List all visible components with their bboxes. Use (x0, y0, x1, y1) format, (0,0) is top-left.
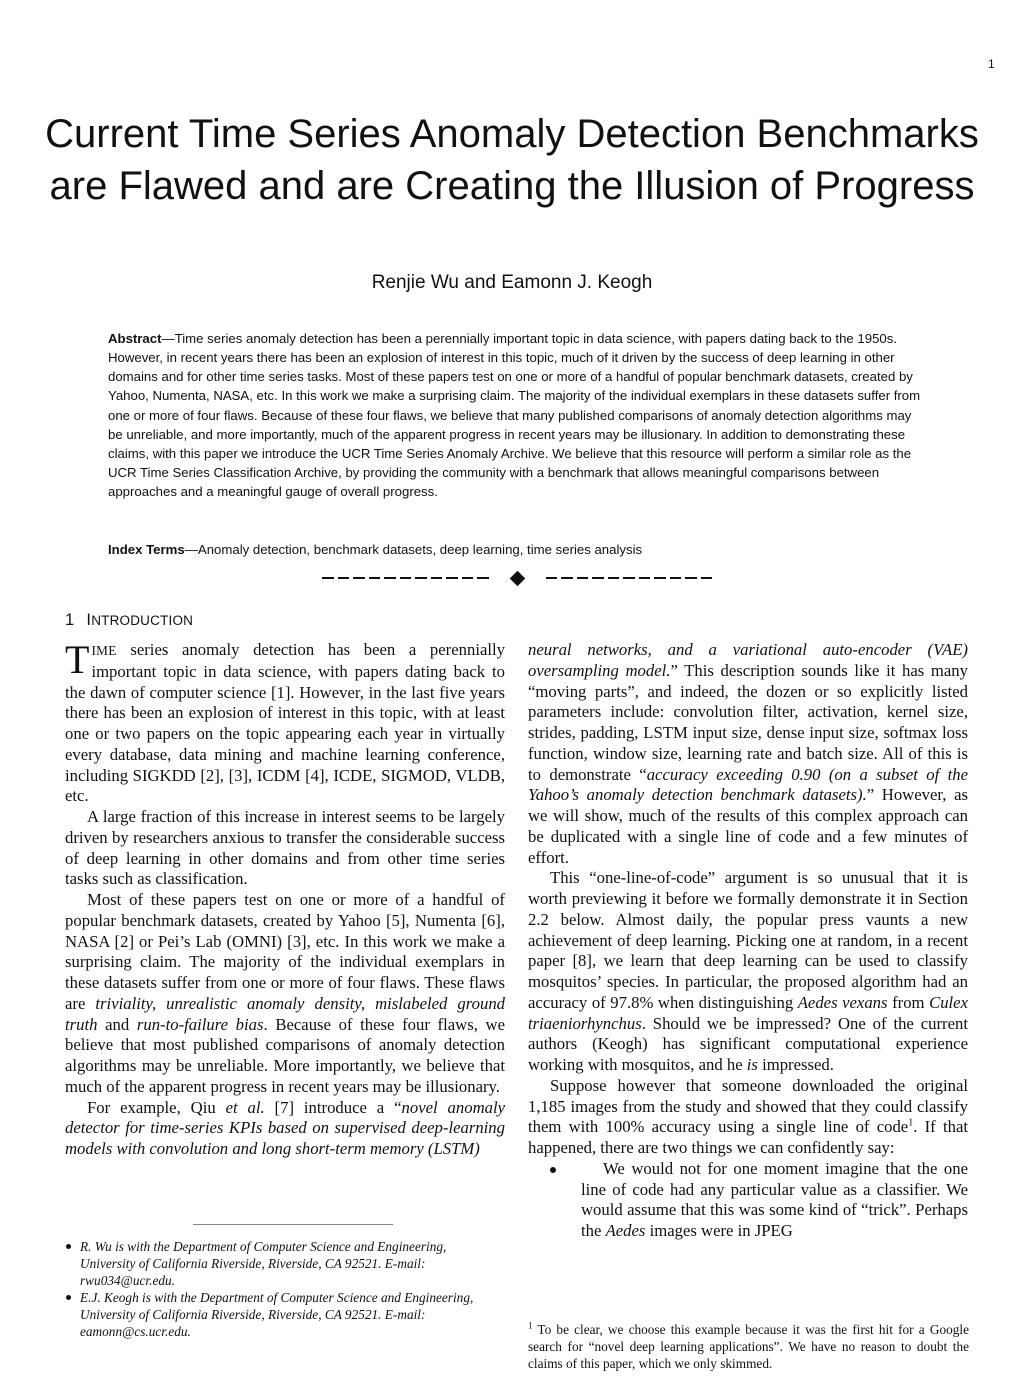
paragraph-text: series anomaly detection has been a perennially important topic in data science, with papers dating back to the dawn of computer science [1]. However, in the last five years there has been an explosion of interest in this topic, with at least one or two papers on the topic appearing each year in virtually every database, data mining and machine learning conference, including SIGKDD [2], [3], ICDM [4], ICDE, SIGMOD, VLDB, etc. (65, 640, 505, 806)
divider-diamond-icon (509, 570, 525, 586)
emphasis-text: triviality, unrealistic anomaly density, mislabeled ground truth (65, 993, 506, 1034)
affiliation-text: E.J. Keogh is with the Department of Computer Science and Engineering, University of California Riverside, Riverside, CA 92521. E-mail: eamonn@cs.ucr.edu. (80, 1290, 474, 1339)
paragraph-text: and (97, 1014, 137, 1034)
footnote-marker: 1 (908, 1117, 914, 1129)
section-title-rest: NTRODUCTION (91, 613, 194, 628)
divider-dashes-right (546, 577, 713, 579)
affiliation-item (65, 1238, 505, 1289)
paragraph-text: ” However, as we will show, much of the results of this complex approach can be duplicated with a single line of code and a few minutes of effort. (528, 785, 968, 867)
paragraph (65, 890, 505, 1098)
bullet-icon (66, 1244, 71, 1249)
author-affiliations (65, 1238, 505, 1340)
paragraph (65, 637, 505, 807)
emphasis-text: et al. (225, 1097, 265, 1117)
affiliation-item (65, 1289, 505, 1340)
footnote (528, 1321, 969, 1372)
index-terms (108, 540, 928, 559)
footnote-number: 1 (528, 1320, 533, 1331)
paragraph-text: . Should we be impressed? One of the current authors (Keogh) has significant computational experience working with mosquitos, and he (528, 1013, 968, 1074)
abstract-text: —Time series anomaly detection has been a perennially important topic in data science, with papers dating back to the 1950s. However, in recent years there has been an explosion of interest in this topic, much of it driven by the success of deep learning in other domains and for other time series tasks. Most of these papers test on one or more of a handful of popular benchmark datasets, created by Yahoo, Numenta, NASA, etc. In this work we make a surprising claim. The majority of the individual exemplars in these datasets suffer from one or more of four flaws. Because of these four flaws, we believe that many published comparisons of anomaly detection algorithms may be unreliable, and more importantly, much of the apparent progress in recent years may be illusionary. In addition to demonstrating these claims, with this paper we introduce the UCR Time Series Anomaly Archive. We believe that this resource will perform a similar role as the UCR Time Series Classification Archive, by providing the community with a benchmark that allows meaningful comparisons between approaches and a meaningful gauge of overall progress. (108, 331, 921, 500)
paragraph-text: from (887, 992, 930, 1012)
paragraph-text: ” This description sounds like it has many “moving parts”, and indeed, the dozen or so explicitly listed parameters include: convolution filter, activation, kernel size, strides, padding, LSTM input size, dense input size, softmax loss function, window size, learning rate and batch size. All of this is to demonstrate “ (528, 660, 968, 784)
paragraph (528, 640, 968, 868)
left-column (65, 637, 506, 1160)
index-terms-label: Index Terms (108, 542, 185, 557)
paragraph (528, 1076, 968, 1159)
affiliation-text: R. Wu is with the Department of Computer Science and Engineering, University of California Riverside, Riverside, CA 92521. E-mail: rwu034@ucr.edu. (80, 1239, 447, 1288)
section-number: 1 (65, 611, 75, 629)
paragraph-text: . Because of these four flaws, we believe that most published comparisons of anomaly detection algorithms may be unreliable. More importantly, we believe that much of the apparent progress in recent years may be illusionary. (65, 1014, 505, 1096)
paragraph: A large fraction of this increase in interest seems to be largely driven by researchers anxious to transfer the considerable success of deep learning in other domains and from other time series tasks such as classification. (65, 807, 505, 889)
section-heading (65, 611, 193, 630)
footnote-text: To be clear, we choose this example because it was the first hit for a Google search for “novel deep learning applications”. We have no reason to doubt the claims of this paper, which we only skimmed. (528, 1322, 969, 1371)
paragraph-text: impressed. (757, 1055, 834, 1074)
species-name: Aedes (605, 1221, 646, 1240)
paragraph-text: This “one-line-of-code” argument is so unusual that it is worth previewing it before we formally demonstrate it in Section 2.2 below. Almost daily, the popular press vaunts a new achievement of deep learning. Picking one at random, in a recent paper [8], we learn that deep learning can be used to classify mosquitos’ species. In particular, the proposed algorithm had an accuracy of 97.8% when distinguishing (528, 868, 968, 1012)
authors: Renjie Wu and Eamonn J. Keogh (371, 272, 653, 293)
section-title-initial: I (86, 611, 92, 629)
emphasis-text: is (746, 1055, 758, 1074)
divider-dashes-left (322, 577, 489, 579)
paragraph-text: Most of these papers test on one or more of a handful of popular benchmark datasets, created by Yahoo [5], Numenta [6], NASA [2] or Pei’s Lab (OMNI) [3], etc. In this work we make a surprising claim. The majority of the individual exemplars in these datasets suffer from one or more of four flaws. These flaws are (65, 890, 505, 1013)
paragraph-text: For example, Qiu (87, 1097, 226, 1117)
quoted-text: accuracy exceeding 0.90 (on a subset of the Yahoo’s anomaly detection benchmark datasets). (528, 764, 968, 805)
footnote-rule (193, 1224, 393, 1225)
paragraph-text: . If that happened, there are two things we can confidently say: (528, 1117, 968, 1157)
bullet-item (528, 1159, 968, 1242)
quoted-text: novel anomaly detector for time-series KPIs based on supervised deep-learning models with convolution and long short-term memory (LSTM) (65, 1097, 506, 1158)
abstract (108, 329, 928, 501)
section-divider (322, 567, 712, 589)
index-terms-text: —Anomaly detection, benchmark datasets, deep learning, time series analysis (184, 542, 643, 557)
page-number: 1 (988, 57, 995, 71)
paper-title: Current Time Series Anomaly Detection Benchmarks are Flawed and are Creating the Illusion of Progress (45, 112, 979, 208)
paragraph (528, 868, 968, 1076)
abstract-label: Abstract (108, 331, 162, 346)
quoted-text: neural networks, and a variational auto-encoder (VAE) oversampling model. (528, 640, 968, 680)
bullet-icon (550, 1167, 556, 1173)
drop-cap: T (65, 637, 90, 682)
paragraph-text: Suppose however that someone downloaded the original 1,185 images from the study and showed that they could classify them with 100% accuracy using a single line of code (528, 1075, 968, 1137)
paragraph (65, 1098, 505, 1160)
right-column (528, 640, 968, 1242)
paragraph-text: [7] introduce a “ (264, 1097, 402, 1117)
small-caps-word: IME (91, 643, 117, 658)
bullet-icon (66, 1295, 71, 1300)
species-name: Aedes vexans (797, 992, 888, 1012)
species-name: Culex triaeniorhynchus (528, 992, 968, 1033)
paragraph-text: images were in JPEG (645, 1221, 793, 1240)
emphasis-text: run-to-failure bias (136, 1014, 264, 1034)
paragraph-text: We would not for one moment imagine that the one line of code had any particular value as a classifier. We would assume that this was some kind of “trick”. Perhaps the (581, 1158, 968, 1240)
